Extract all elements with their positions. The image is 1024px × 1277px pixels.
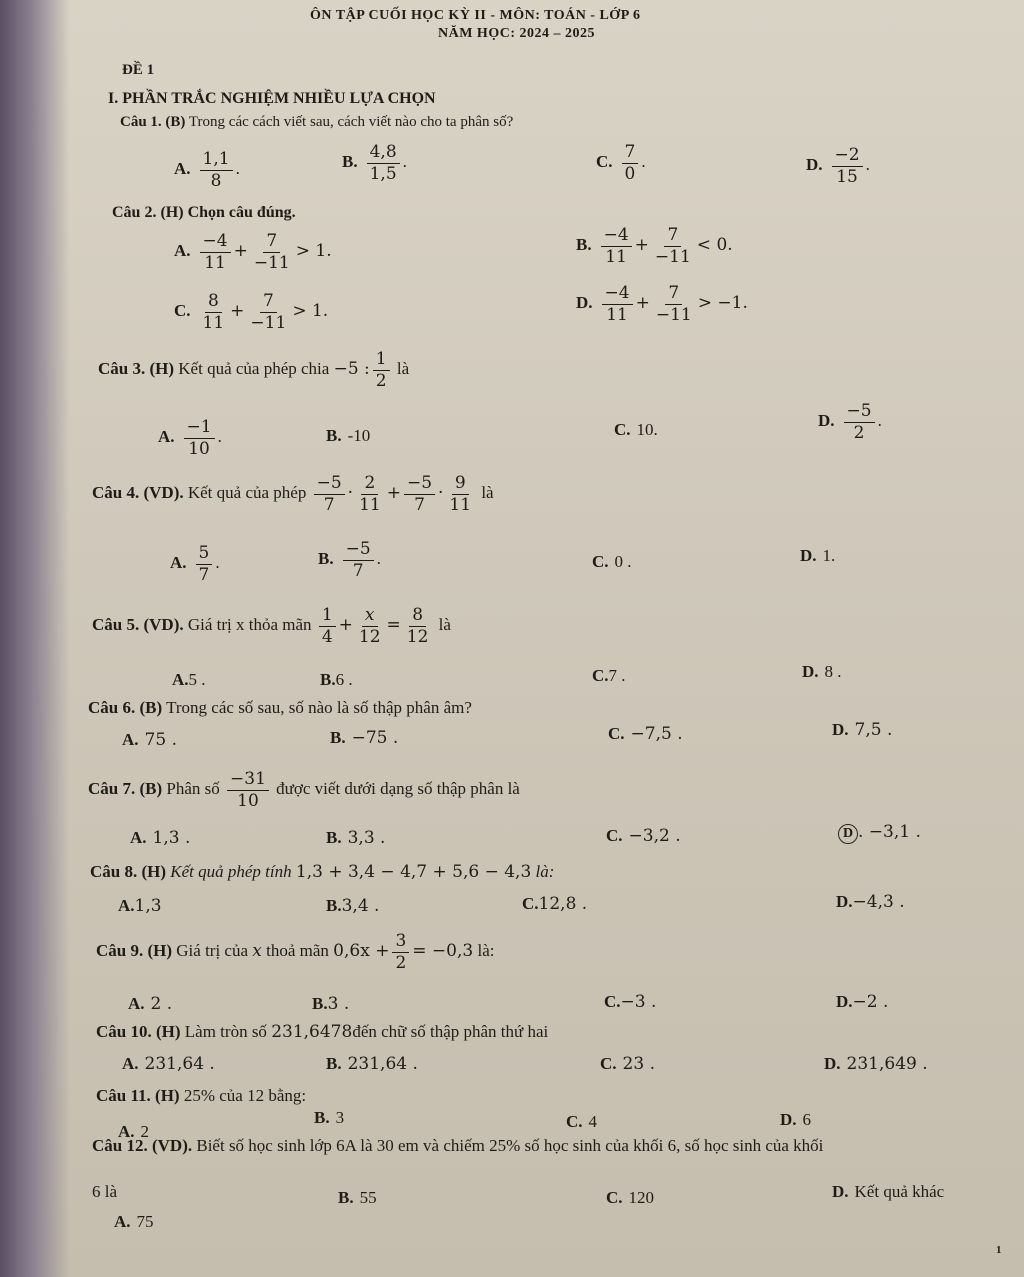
q2-option-b[interactable]: B. $\frac{-4}{11}$ + $\frac{7}{-11}$ < 0. [576,225,733,267]
q7-option-d[interactable]: D . −3,1 . [838,822,921,844]
q2-option-d[interactable]: D. $\frac{-4}{11}$ + $\frac{7}{-11}$ > −1. [576,283,748,325]
q9-option-d[interactable]: D.−2 . [836,992,889,1012]
q1-option-d[interactable]: D. $\frac{-2}{15}$ . [806,145,870,187]
question-9: Câu 9. (H) Giá trị của x thoả mãn 0,6x + $\frac{3}{2}$ = −0,3 là: [96,931,495,973]
question-12-continued: 6 là [92,1182,118,1201]
q12-option-d[interactable]: D. Kết quả khác [832,1182,945,1201]
q3-option-c[interactable]: C. 10. [614,420,658,439]
question-text: Trong các cách viết sau, cách viết nào cho ta phân số? [188,114,514,130]
question-6: Câu 6. (B) Trong các số sau, số nào là số thập phân âm? [88,698,472,717]
q6-option-d[interactable]: D. 7,5 . [832,720,893,740]
doc-title: ÔN TẬP CUỐI HỌC KỲ II - MÔN: TOÁN - LỚP 6 [310,8,641,23]
q7-option-b[interactable]: B. 3,3 . [326,828,386,848]
q5-option-c[interactable]: C.7 . [592,666,626,685]
q6-option-c[interactable]: C. −7,5 . [608,724,683,744]
q1-option-c[interactable]: C. $\frac{7}{0}$ . [596,142,646,184]
question-5: Câu 5. (VD). Giá trị x thỏa mãn $\frac{1}{4}$ + $\frac{x}{12}$ = $\frac{8}{12}$ là [92,605,451,647]
q11-option-a[interactable]: A. 2 [118,1122,150,1141]
section-title: I. PHẦN TRẮC NGHIỆM NHIỀU LỰA CHỌN [108,90,436,107]
q5-option-a[interactable]: A.5 . [172,670,206,689]
q8-option-c[interactable]: C.12,8 . [522,894,588,914]
q4-option-c[interactable]: C. 0 . [592,552,632,571]
q5-option-b[interactable]: B.6 . [320,670,353,689]
q12-option-b[interactable]: B. 55 [338,1188,377,1207]
paper-edge-shadow [0,0,70,1277]
q11-option-b[interactable]: B. 3 [314,1108,345,1127]
q1-option-b[interactable]: B. $\frac{4,8}{1,5}$ . [342,142,407,184]
q11-option-c[interactable]: C. 4 [566,1112,598,1131]
q12-option-c[interactable]: C. 120 [606,1188,655,1207]
q10-option-a[interactable]: A. 231,64 . [122,1054,215,1074]
q11-option-d[interactable]: D. 6 [780,1110,812,1129]
question-11: Câu 11. (H) 25% của 12 bằng: [96,1086,307,1105]
q12-option-a[interactable]: A. 75 [114,1212,154,1231]
q9-option-a[interactable]: A. 2 . [128,994,173,1014]
q10-option-d[interactable]: D. 231,649 . [824,1054,928,1074]
q4-option-d[interactable]: D. 1. [800,546,836,565]
q4-option-b[interactable]: B. $\frac{-5}{7}$ . [318,539,381,581]
exam-number: ĐỀ 1 [122,62,155,78]
q8-option-d[interactable]: D.−4,3 . [836,892,905,912]
question-3: Câu 3. (H) Kết quả của phép chia −5 : $\frac{1}{2}$ là [98,349,410,391]
q3-option-b[interactable]: B. -10 [326,426,371,445]
q6-option-a[interactable]: A. 75 . [122,730,177,750]
q9-option-b[interactable]: B.3 . [312,994,350,1014]
question-7: Câu 7. (B) Phân số $\frac{-31}{10}$ được viết dưới dạng số thập phân là [88,769,520,811]
q7-option-c[interactable]: C. −3,2 . [606,826,681,846]
q10-option-c[interactable]: C. 23 . [600,1054,655,1074]
question-10: Câu 10. (H) Làm tròn số 231,6478đến chữ số thập phân thứ hai [96,1022,549,1042]
q8-option-b[interactable]: B.3,4 . [326,896,380,916]
q1-option-a[interactable]: A. $\frac{1,1}{8}$ . [174,149,240,191]
q9-option-c[interactable]: C.−3 . [604,992,657,1012]
q2-option-a[interactable]: A. $\frac{-4}{11}$ + $\frac{7}{-11}$ > 1. [174,231,332,273]
q3-option-d[interactable]: D. $\frac{-5}{2}$ . [818,401,882,443]
page-number: 1 [996,1244,1002,1256]
q3-option-a[interactable]: A. $\frac{-1}{10}$ . [158,417,222,459]
q4-option-a[interactable]: A. $\frac{5}{7}$ . [170,543,220,585]
q5-option-d[interactable]: D. 8 . [802,662,842,681]
question-8: Câu 8. (H) Kết quả phép tính 1,3 + 3,4 − 4,7 + 5,6 − 4,3 là: [90,862,555,882]
q7-option-a[interactable]: A. 1,3 . [130,828,191,848]
q6-option-b[interactable]: B. −75 . [330,728,399,748]
question-2: Câu 2. (H) Chọn câu đúng. [112,204,296,221]
question-4: Câu 4. (VD). Kết quả của phép $\frac{-5}{7}$ · $\frac{2}{11}$ + $\frac{-5}{7}$ · $\frac{9}{11}$ là [92,473,494,515]
question-1 [120,114,513,131]
q8-option-a[interactable]: A.1,3 [118,896,162,916]
answer-circle-mark: D [838,824,858,844]
question-12: Câu 12. (VD). Biết số học sinh lớp 6A là 30 em và chiếm 25% số học sinh của khối 6, số học sinh của khối [92,1136,824,1155]
school-year: NĂM HỌC: 2024 – 2025 [438,26,595,41]
q2-option-c[interactable]: C. $\frac{8}{11}$ + $\frac{7}{-11}$ > 1. [174,291,329,333]
question-label: Câu 1. (B) [120,114,186,130]
q10-option-b[interactable]: B. 231,64 . [326,1054,418,1074]
